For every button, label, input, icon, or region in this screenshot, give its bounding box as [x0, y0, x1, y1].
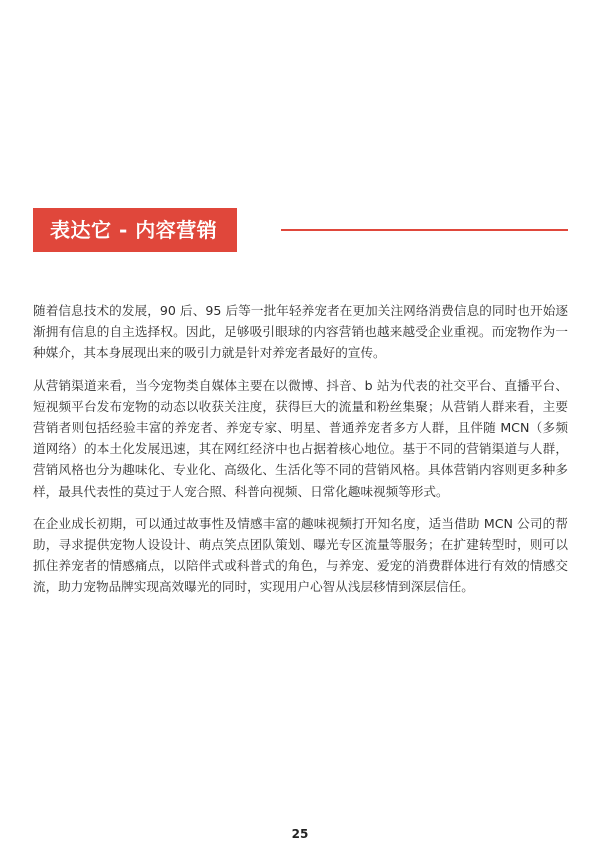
paragraph-strategy: 在企业成长初期，可以通过故事性及情感丰富的趣味视频打开知名度，适当借助 MCN 公司的帮助，寻求提供宠物人设设计、萌点笑点团队策划、曝光专区流量等服务；在扩建转型时，则可以抓住养宠者的情感痛点，以陪伴式或科普式的角色，与养宠、爱宠的消费群体进行有效的情感交流，助力宠物品牌实现高效曝光的同时，实现用户心智从浅层移情到深层信任。 [33, 515, 568, 595]
body-text [33, 300, 568, 609]
page-number: 25 [291, 827, 309, 841]
section-header [33, 208, 568, 252]
section-title: 表达它 - 内容营销 [33, 208, 237, 252]
section-divider-line [281, 229, 568, 231]
paragraph-intro: 随着信息技术的发展，90 后、95 后等一批年轻养宠者在更加关注网络消费信息的同时也开始逐渐拥有信息的自主选择权。因此，足够吸引眼球的内容营销也越来越受企业重视。而宠物作为一种媒介，其本身展现出来的吸引力就是针对养宠者最好的宣传。 [33, 303, 568, 361]
paragraph-channels: 从营销渠道来看，当今宠物类自媒体主要在以微博、抖音、b 站为代表的社交平台、直播平台、短视频平台发布宠物的动态以收获关注度，获得巨大的流量和粉丝集聚；从营销人群来看，主要营销者则包括经验丰富的养宠者、养宠专家、明星、普通养宠者多方人群，且伴随 MCN（多频道网络）的本土化发展迅速，其在网红经济中也占据着核心地位。基于不同的营销渠道与人群，营销风格也分为趣味化、专业化、高级化、生活化等不同的营销风格。具体营销内容则更多种多样，最具代表性的莫过于人宠合照、科普向视频、日常化趣味视频等形式。 [33, 377, 568, 499]
